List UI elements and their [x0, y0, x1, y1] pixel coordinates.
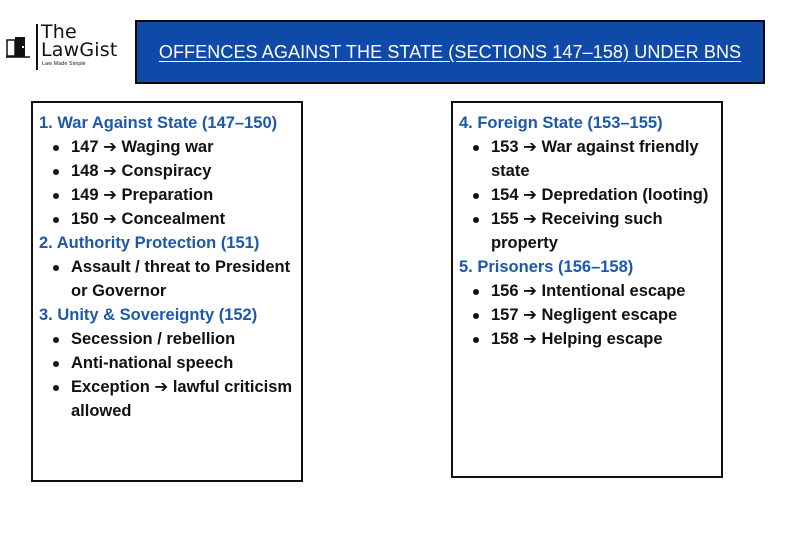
list-item-text: 150 ➔ Concealment — [71, 210, 226, 228]
list-item — [39, 375, 297, 423]
list-item — [39, 255, 297, 303]
logo-text-lawgist: LawGist — [41, 39, 118, 61]
list-item — [39, 327, 297, 351]
list-item-text: 153 ➔ War against friendly state — [491, 138, 699, 180]
list-item-text: 155 ➔ Receiving such property — [491, 210, 663, 252]
list-item-text: 157 ➔ Negligent escape — [491, 306, 678, 324]
section-heading: 3. Unity & Sovereignty (152) — [39, 306, 258, 324]
section-heading: 5. Prisoners (156–158) — [459, 258, 634, 276]
section-heading: 4. Foreign State (153–155) — [459, 114, 663, 132]
section-foreign-state — [459, 111, 717, 255]
lawgist-logo — [6, 22, 131, 72]
section-war-against-state — [39, 111, 297, 231]
section-authority-protection — [39, 231, 297, 303]
logo-divider — [36, 24, 38, 70]
list-item-text: 147 ➔ Waging war — [71, 138, 214, 156]
bullet-icon — [53, 145, 59, 151]
list-item-text: 158 ➔ Helping escape — [491, 330, 663, 348]
logo-tagline: Law Made Simple — [42, 61, 86, 67]
list-item-text: 156 ➔ Intentional escape — [491, 282, 686, 300]
list-item — [459, 207, 717, 255]
list-item-text: 149 ➔ Preparation — [71, 186, 214, 204]
bullet-icon — [53, 193, 59, 199]
list-item — [39, 351, 297, 375]
list-item — [459, 183, 717, 207]
bullet-icon — [53, 169, 59, 175]
bullet-icon — [53, 337, 59, 343]
bullet-icon — [473, 145, 479, 151]
list-item — [459, 327, 717, 351]
list-item-text: Anti-national speech — [71, 354, 234, 372]
list-item-text: 154 ➔ Depredation (looting) — [491, 186, 709, 204]
bullet-icon — [53, 361, 59, 367]
section-unity-sovereignty — [39, 303, 297, 423]
bullet-icon — [473, 289, 479, 295]
section-heading: 1. War Against State (147–150) — [39, 114, 278, 132]
list-item-text: Assault / threat to President or Governor — [71, 258, 291, 300]
list-item — [39, 159, 297, 183]
list-item-text: Secession / rebellion — [71, 330, 236, 348]
section-prisoners — [459, 255, 717, 351]
bullet-icon — [53, 385, 59, 391]
list-item — [459, 279, 717, 303]
left-panel — [31, 101, 303, 482]
bullet-icon — [473, 337, 479, 343]
title-banner — [135, 20, 765, 84]
page-title: OFFENCES AGAINST THE STATE (SECTIONS 147–158) UNDER BNS — [158, 41, 742, 62]
list-item-text: 148 ➔ Conspiracy — [71, 162, 212, 180]
list-item — [459, 303, 717, 327]
list-item-text: Exception ➔ lawful criticism allowed — [71, 378, 293, 420]
bullet-icon — [53, 217, 59, 223]
right-panel — [451, 101, 723, 478]
door-icon — [6, 36, 32, 58]
bullet-icon — [473, 217, 479, 223]
list-item — [39, 135, 297, 159]
section-heading: 2. Authority Protection (151) — [39, 234, 260, 252]
bullet-icon — [473, 193, 479, 199]
logo-text-the: The — [41, 21, 77, 43]
list-item — [39, 183, 297, 207]
list-item — [39, 207, 297, 231]
list-item — [459, 135, 717, 183]
bullet-icon — [53, 265, 59, 271]
bullet-icon — [473, 313, 479, 319]
